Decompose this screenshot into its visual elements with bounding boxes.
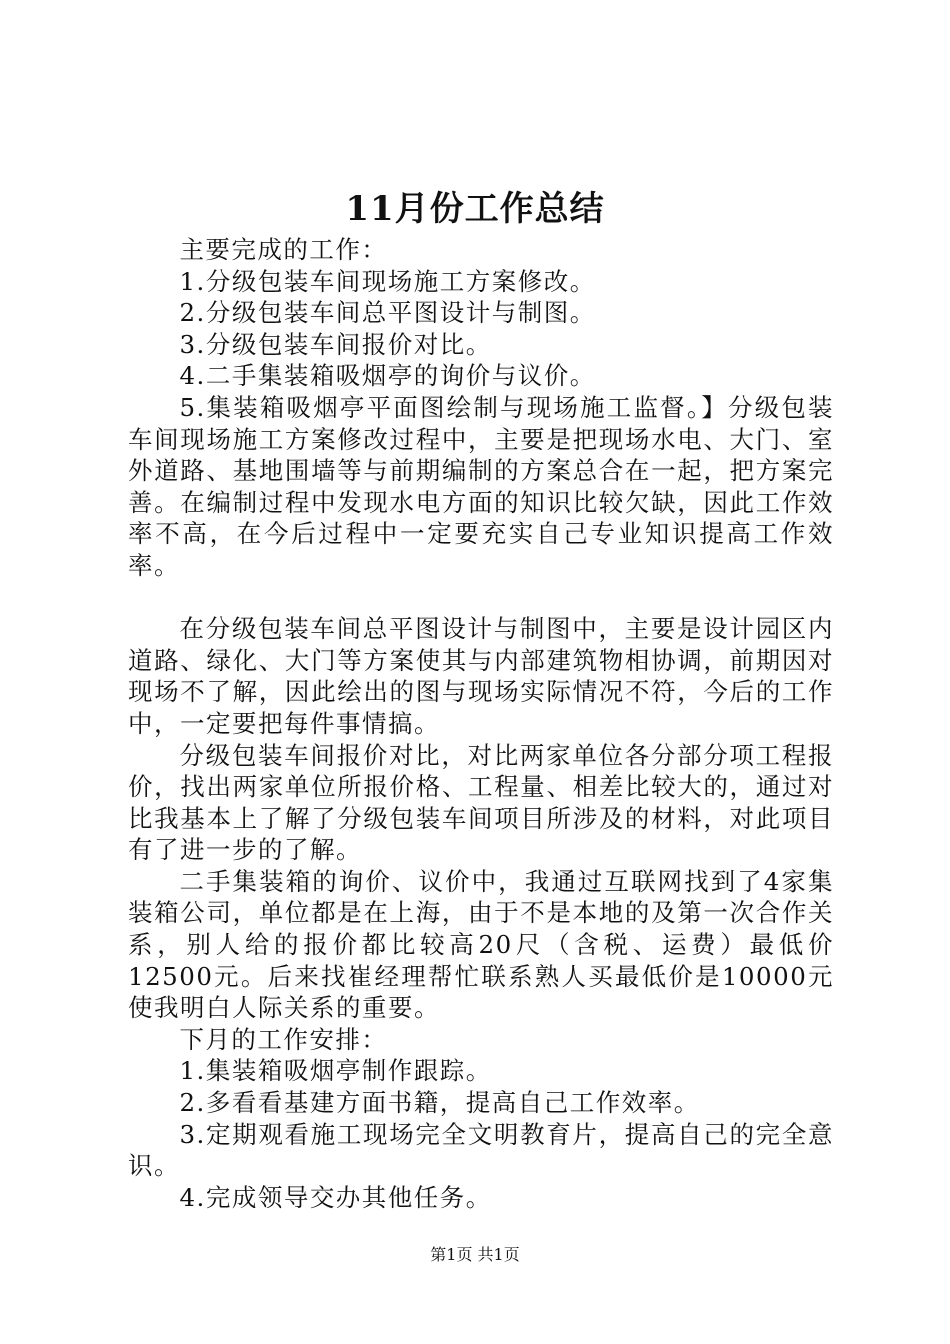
paragraph-spacer xyxy=(128,582,834,614)
plan-item: 1.集装箱吸烟亭制作跟踪。 xyxy=(179,1056,492,1086)
completed-item: 1.分级包装车间现场施工方案修改。 xyxy=(179,266,596,296)
plan-item: 2.多看看基建方面书籍，提高自己工作效率。 xyxy=(179,1088,700,1118)
plan-item: 3.定期观看施工现场完全文明教育片，提高自己的完全意识。 xyxy=(128,1119,834,1181)
document-body xyxy=(128,234,834,1213)
body-paragraph: 二手集装箱的询价、议价中，我通过互联网找到了4家集装箱公司，单位都是在上海，由于不是本地的及第一次合作关系，别人给的报价都比较高20尺（含税、运费）最低价12500元。后来找崔经理帮忙联系熟人买最低价是10000元使我明白人际关系的重要。 xyxy=(128,866,834,1023)
completed-item: 3.分级包装车间报价对比。 xyxy=(179,329,492,359)
completed-item: 4.二手集装箱吸烟亭的询价与议价。 xyxy=(179,361,596,391)
body-paragraph: 在分级包装车间总平图设计与制图中，主要是设计园区内道路、绿化、大门等方案使其与内部建筑物相协调，前期因对现场不了解，因此绘出的图与现场实际情况不符，今后的工作中，一定要把每件事情搞。 xyxy=(128,614,834,738)
document-title: 11月份工作总结 xyxy=(345,189,605,229)
section-heading-completed: 主要完成的工作： xyxy=(179,235,388,264)
body-paragraph: 分级包装车间报价对比，对比两家单位各分部分项工程报价，找出两家单位所报价格、工程量、相差比较大的，通过对比我基本上了解了分级包装车间项目所涉及的材料，对此项目有了进一步的了解。 xyxy=(128,740,834,865)
page-number-footer: 第1页 共1页 xyxy=(430,1245,520,1264)
completed-item: 2.分级包装车间总平图设计与制图。 xyxy=(179,298,596,328)
completed-item: 5.集装箱吸烟亭平面图绘制与现场施工监督。】分级包装车间现场施工方案修改过程中，主要是把现场水电、大门、室外道路、基地围墙等与前期编制的方案总合在一起，把方案完善。在编制过程中发现水电方面的知识比较欠缺，因此工作效率不高，在今后过程中一定要充实自己专业知识提高工作效率。 xyxy=(128,392,834,580)
plan-item: 4.完成领导交办其他任务。 xyxy=(179,1182,492,1212)
section-heading-plan: 下月的工作安排： xyxy=(179,1024,388,1054)
